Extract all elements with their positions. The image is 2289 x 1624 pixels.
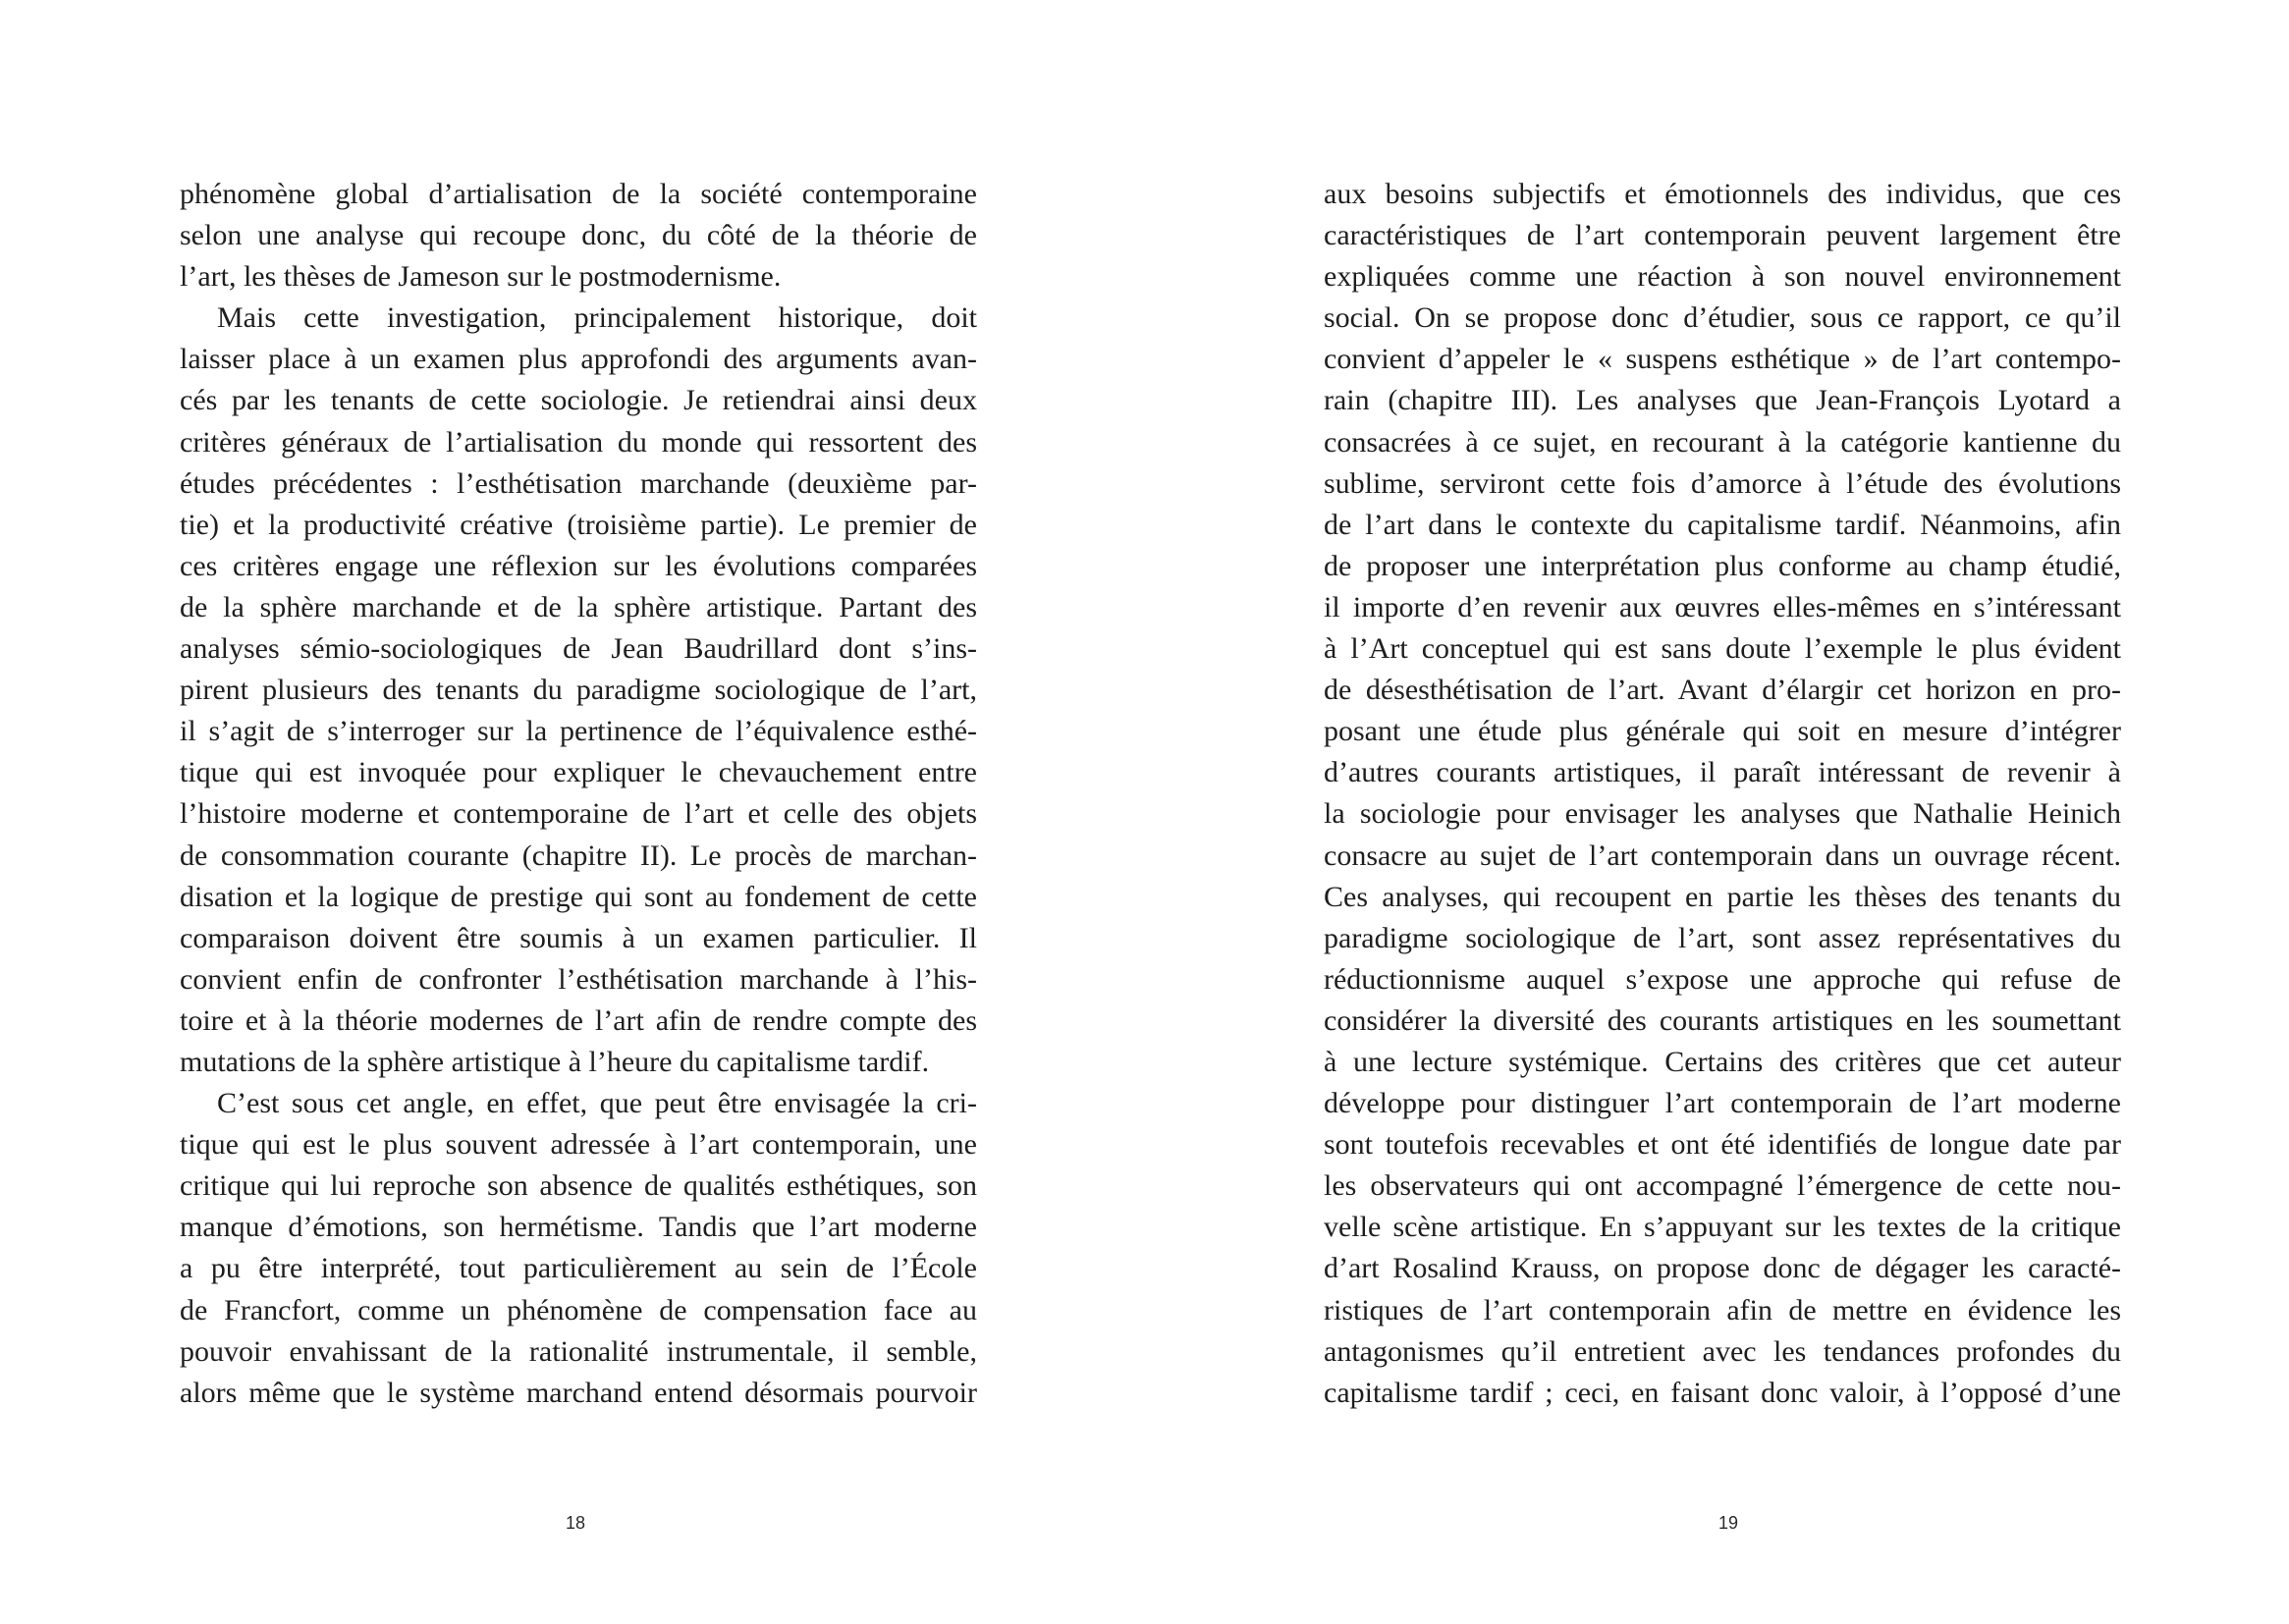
text-line: laisser place à un examen plus approfondi des arguments avan- bbox=[180, 343, 977, 376]
text-line: manque d’émotions, son hermétisme. Tandis que l’art moderne bbox=[180, 1211, 977, 1244]
text-line: consacre au sujet de l’art contemporain dans un ouvrage récent. bbox=[1324, 839, 2121, 872]
text-line: sublime, serviront cette fois d’amorce à l’étude des évolutions bbox=[1324, 466, 2121, 500]
text-line: de désesthétisation de l’art. Avant d’élargir cet horizon en pro- bbox=[1324, 674, 2121, 707]
text-line: disation et la logique de prestige qui sont au fondement de cette bbox=[180, 880, 977, 913]
text-line: l’histoire moderne et contemporaine de l’art et celle des objets bbox=[180, 797, 977, 831]
text-line: a pu être interprété, tout particulièrement au sein de l’École bbox=[180, 1252, 977, 1285]
right-page bbox=[1144, 0, 2289, 1624]
text-line: à l’Art conceptuel qui est sans doute l’exemple le plus évident bbox=[1324, 632, 2121, 666]
text-line: il importe d’en revenir aux œuvres elles-mêmes en s’intéressant bbox=[1324, 590, 2121, 623]
text-line: Ces analyses, qui recoupent en partie les thèses des tenants du bbox=[1324, 880, 2121, 913]
text-line: aux besoins subjectifs et émotionnels des individus, que ces bbox=[1324, 178, 2121, 210]
text-line: de la sphère marchande et de la sphère artistique. Partant des bbox=[180, 590, 977, 623]
text-line: tique qui est invoquée pour expliquer le chevauchement entre bbox=[180, 756, 977, 789]
text-line: caractéristiques de l’art contemporain peuvent largement être bbox=[1324, 219, 2121, 252]
text-line: ces critères engage une réflexion sur les évolutions comparées bbox=[180, 549, 977, 582]
text-line: analyses sémio-sociologiques de Jean Baudrillard dont s’ins- bbox=[180, 632, 977, 666]
body-text bbox=[180, 174, 977, 1414]
text-line: consacrées à ce sujet, en recourant à la catégorie kantienne du bbox=[1324, 425, 2121, 459]
text-line: velle scène artistique. En s’appuyant sur les textes de la critique bbox=[1324, 1211, 2121, 1244]
text-line: la sociologie pour envisager les analyses que Nathalie Heinich bbox=[1324, 797, 2121, 831]
text-line: de consommation courante (chapitre II). Le procès de marchan- bbox=[180, 839, 977, 872]
text-line: capitalisme tardif ; ceci, en faisant donc valoir, à l’opposé d’une bbox=[1324, 1376, 2121, 1409]
text-line: critique qui lui reproche son absence de qualités esthétiques, son bbox=[180, 1169, 977, 1203]
text-line: de l’art dans le contexte du capitalisme tardif. Néanmoins, afin bbox=[1324, 508, 2121, 541]
text-line: posant une étude plus générale qui soit en mesure d’intégrer bbox=[1324, 715, 2121, 748]
text-line: études précédentes : l’esthétisation marchande (deuxième par- bbox=[180, 466, 977, 500]
text-line: pouvoir envahissant de la rationalité instrumentale, il semble, bbox=[180, 1334, 977, 1368]
text-line: Mais cette investigation, principalement historique, doit bbox=[217, 301, 977, 335]
text-line: mutations de la sphère artistique à l’heure du capitalisme tardif. bbox=[180, 1045, 930, 1078]
text-line: critères généraux de l’artialisation du monde qui ressortent des bbox=[180, 425, 977, 459]
text-line: il s’agit de s’interroger sur la pertinence de l’équivalence esthé- bbox=[180, 715, 977, 748]
text-line: d’art Rosalind Krauss, on propose donc de dégager les caracté- bbox=[1324, 1252, 2121, 1285]
page-number: 19 bbox=[1717, 1513, 1739, 1533]
text-line: l’art, les thèses de Jameson sur le postmodernisme. bbox=[180, 260, 782, 294]
text-line: les observateurs qui ont accompagné l’émergence de cette nou- bbox=[1324, 1169, 2121, 1203]
text-line: alors même que le système marchand entend désormais pourvoir bbox=[180, 1376, 977, 1409]
text-line: convient d’appeler le « suspens esthétique » de l’art contempo- bbox=[1324, 343, 2121, 376]
text-line: réductionnisme auquel s’expose une approche qui refuse de bbox=[1324, 962, 2121, 996]
text-line: d’autres courants artistiques, il paraît intéressant de revenir à bbox=[1324, 756, 2121, 789]
text-line: social. On se propose donc d’étudier, sous ce rapport, ce qu’il bbox=[1324, 301, 2121, 335]
left-page bbox=[0, 0, 1144, 1624]
text-line: considérer la diversité des courants artistiques en les soumettant bbox=[1324, 1003, 2121, 1037]
page-number: 18 bbox=[565, 1513, 586, 1533]
text-line: tie) et la productivité créative (troisième partie). Le premier de bbox=[180, 508, 977, 541]
text-line: expliquées comme une réaction à son nouvel environnement bbox=[1324, 260, 2121, 294]
text-line: comparaison doivent être soumis à un examen particulier. Il bbox=[180, 921, 977, 954]
text-line: tique qui est le plus souvent adressée à l’art contemporain, une bbox=[180, 1128, 977, 1162]
text-line: de Francfort, comme un phénomène de compensation face au bbox=[180, 1293, 977, 1326]
text-line: pirent plusieurs des tenants du paradigme sociologique de l’art, bbox=[180, 674, 977, 707]
body-text bbox=[1324, 174, 2121, 1414]
text-line: de proposer une interprétation plus conforme au champ étudié, bbox=[1324, 549, 2121, 582]
text-line: convient enfin de confronter l’esthétisation marchande à l’his- bbox=[180, 962, 977, 996]
text-line: sont toutefois recevables et ont été identifiés de longue date par bbox=[1324, 1128, 2121, 1162]
text-line: cés par les tenants de cette sociologie. Je retiendrai ainsi deux bbox=[180, 384, 977, 417]
text-line: ristiques de l’art contemporain afin de mettre en évidence les bbox=[1324, 1293, 2121, 1326]
text-line: selon une analyse qui recoupe donc, du côté de la théorie de bbox=[180, 219, 977, 252]
text-line: C’est sous cet angle, en effet, que peut être envisagée la cri- bbox=[217, 1087, 977, 1120]
text-line: développe pour distinguer l’art contemporain de l’art moderne bbox=[1324, 1087, 2121, 1120]
text-line: toire et à la théorie modernes de l’art afin de rendre compte des bbox=[180, 1003, 977, 1037]
text-line: rain (chapitre III). Les analyses que Jean-François Lyotard a bbox=[1324, 384, 2121, 417]
text-line: phénomène global d’artialisation de la société contemporaine bbox=[180, 178, 977, 210]
text-line: paradigme sociologique de l’art, sont assez représentatives du bbox=[1324, 921, 2121, 954]
text-line: antagonismes qu’il entretient avec les tendances profondes du bbox=[1324, 1334, 2121, 1368]
text-line: à une lecture systémique. Certains des critères que cet auteur bbox=[1324, 1045, 2121, 1078]
